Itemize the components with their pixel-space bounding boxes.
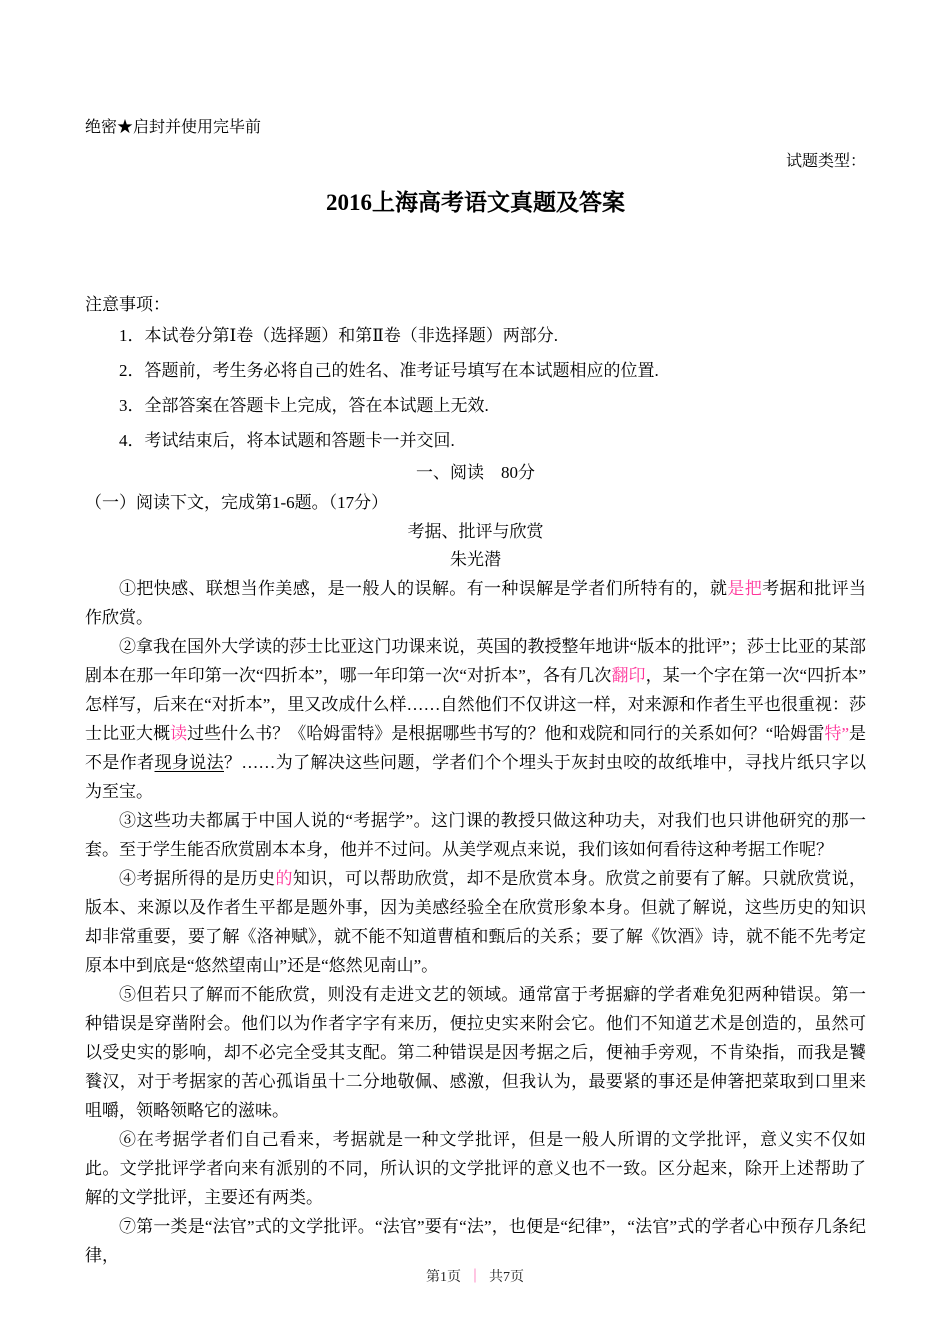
article-author: 朱光潜 (450, 550, 501, 569)
footer-page-number: 第1页 (426, 1270, 461, 1285)
classification-label: 绝密★启封并使用完毕前 (85, 119, 262, 136)
notice-item: 1．本试卷分第Ⅰ卷（选择题）和第Ⅱ卷（非选择题）两部分. (119, 326, 559, 345)
text-segment: 过些什么书？《哈姆雷特》是根据哪些书写的？他和戏院和同行的关系如何？“哈姆雷 (187, 724, 825, 743)
article-paragraph (85, 574, 866, 632)
article-paragraph (85, 864, 866, 980)
text-segment: ②拿我在国外大学读的莎士比亚这门功课来说，英国的教授整年地讲“版本的批评”；莎士比亚的某部剧本在那一年印第一次“四折本”，哪一年印第一次“对折本”，各有几次 (85, 637, 866, 685)
article-paragraph (85, 1212, 866, 1270)
underlined-text: 现身说法 (154, 753, 224, 772)
text-segment: ⑦第一类是“法官”式的文学批评。“法官”要有“法”，也便是“纪律”，“法官”式的学者心中预存几条纪律， (85, 1217, 866, 1265)
page-title: 2016上海高考语文真题及答案 (326, 190, 625, 215)
highlighted-text: 的 (275, 869, 293, 888)
text-segment: 是不是作者 (85, 724, 867, 772)
text-segment: ④考据所得的是历史 (119, 869, 276, 888)
article-paragraph (85, 632, 866, 806)
subsection-heading: （一）阅读下文，完成第1-6题。（17分） (85, 493, 389, 512)
text-segment: 知识，可以帮助欣赏，却不是欣赏本身。欣赏之前要有了解。只就欣赏说，版本、来源以及作者生平都是题外事，因为美感经验全在欣赏形象本身。但就了解说，这些历史的知识却非常重要，要了解《洛神赋》，就不能不知道曹植和甄后的关系；要了解《饮酒》诗，就不能不先考定原本中到底是“悠然望南山”还是“悠然见南山”。 (85, 869, 867, 975)
text-segment: ①把快感、联想当作美感，是一般人的误解。有一种误解是学者们所特有的，就 (119, 579, 728, 598)
notice-item: 4．考试结束后，将本试题和答题卡一并交回. (119, 431, 455, 450)
text-segment: ⑥在考据学者们自己看来，考据就是一种文学批评，但是一般人所谓的文学批评，意义实不仅如此。文学批评学者向来有派别的不同，所认识的文学批评的意义也不一致。区分起来，除开上述帮助了解的文学批评，主要还有两类。 (85, 1130, 866, 1207)
notice-item: 3．全部答案在答题卡上完成，答在本试题上无效. (119, 396, 489, 415)
highlighted-text: 读 (170, 724, 188, 743)
highlighted-text: 翻印 (611, 666, 646, 685)
footer-total-pages: 共7页 (489, 1270, 524, 1285)
highlighted-text: 特” (824, 724, 850, 743)
article-title: 考据、批评与欣赏 (407, 522, 544, 541)
page-footer (0, 1266, 950, 1286)
notice-item: 2．答题前，考生务必将自己的姓名、准考证号填写在本试题相应的位置. (119, 361, 659, 380)
notice-heading: 注意事项： (85, 295, 170, 314)
text-segment: 考据和批评当作欣赏。 (85, 579, 867, 627)
article-paragraph (85, 806, 866, 864)
article-body (85, 574, 866, 1270)
section-heading: 一、阅读 80分 (416, 463, 535, 482)
article-paragraph (85, 1125, 866, 1212)
text-segment: ？……为了解决这些问题，学者们个个埋头于灰封虫咬的故纸堆中，寻找片纸只字以为至宝。 (85, 753, 867, 801)
notice-list (85, 318, 866, 458)
text-segment: ⑤但若只了解而不能欣赏，则没有走进文艺的领域。通常富于考据癖的学者难免犯两种错误。第一种错误是穿凿附会。他们以为作者字字有来历，便拉史实来附会它。他们不知道艺术是创造的，虽然可以受史实的影响，却不必完全受其支配。第二种错误是因考据之后，便袖手旁观，不肯染指，而我是饕餮汉，对于考据家的苦心孤诣虽十二分地敬佩、感激，但我认为，最要紧的事还是伸箸把菜取到口里来咀嚼，领略领略它的滋味。 (85, 985, 866, 1120)
footer-separator: ｜ (468, 1270, 482, 1285)
article-paragraph (85, 980, 866, 1125)
text-segment: ，某一个字在第一次“四折本”怎样写，后来在“对折本”，里又改成什么样……自然他们不仅讲这一样，对来源和作者生平也很重视：莎士比亚大概 (85, 666, 867, 743)
highlighted-text: 是把 (727, 579, 763, 598)
text-segment: ③这些功夫都属于中国人说的“考据学”。这门课的教授只做这种功夫，对我们也只讲他研究的那一套。至于学生能否欣赏剧本本身，他并不过问。从美学观点来说，我们该如何看待这种考据工作呢？ (85, 811, 866, 859)
paper-type-label: 试题类型： (785, 153, 866, 170)
